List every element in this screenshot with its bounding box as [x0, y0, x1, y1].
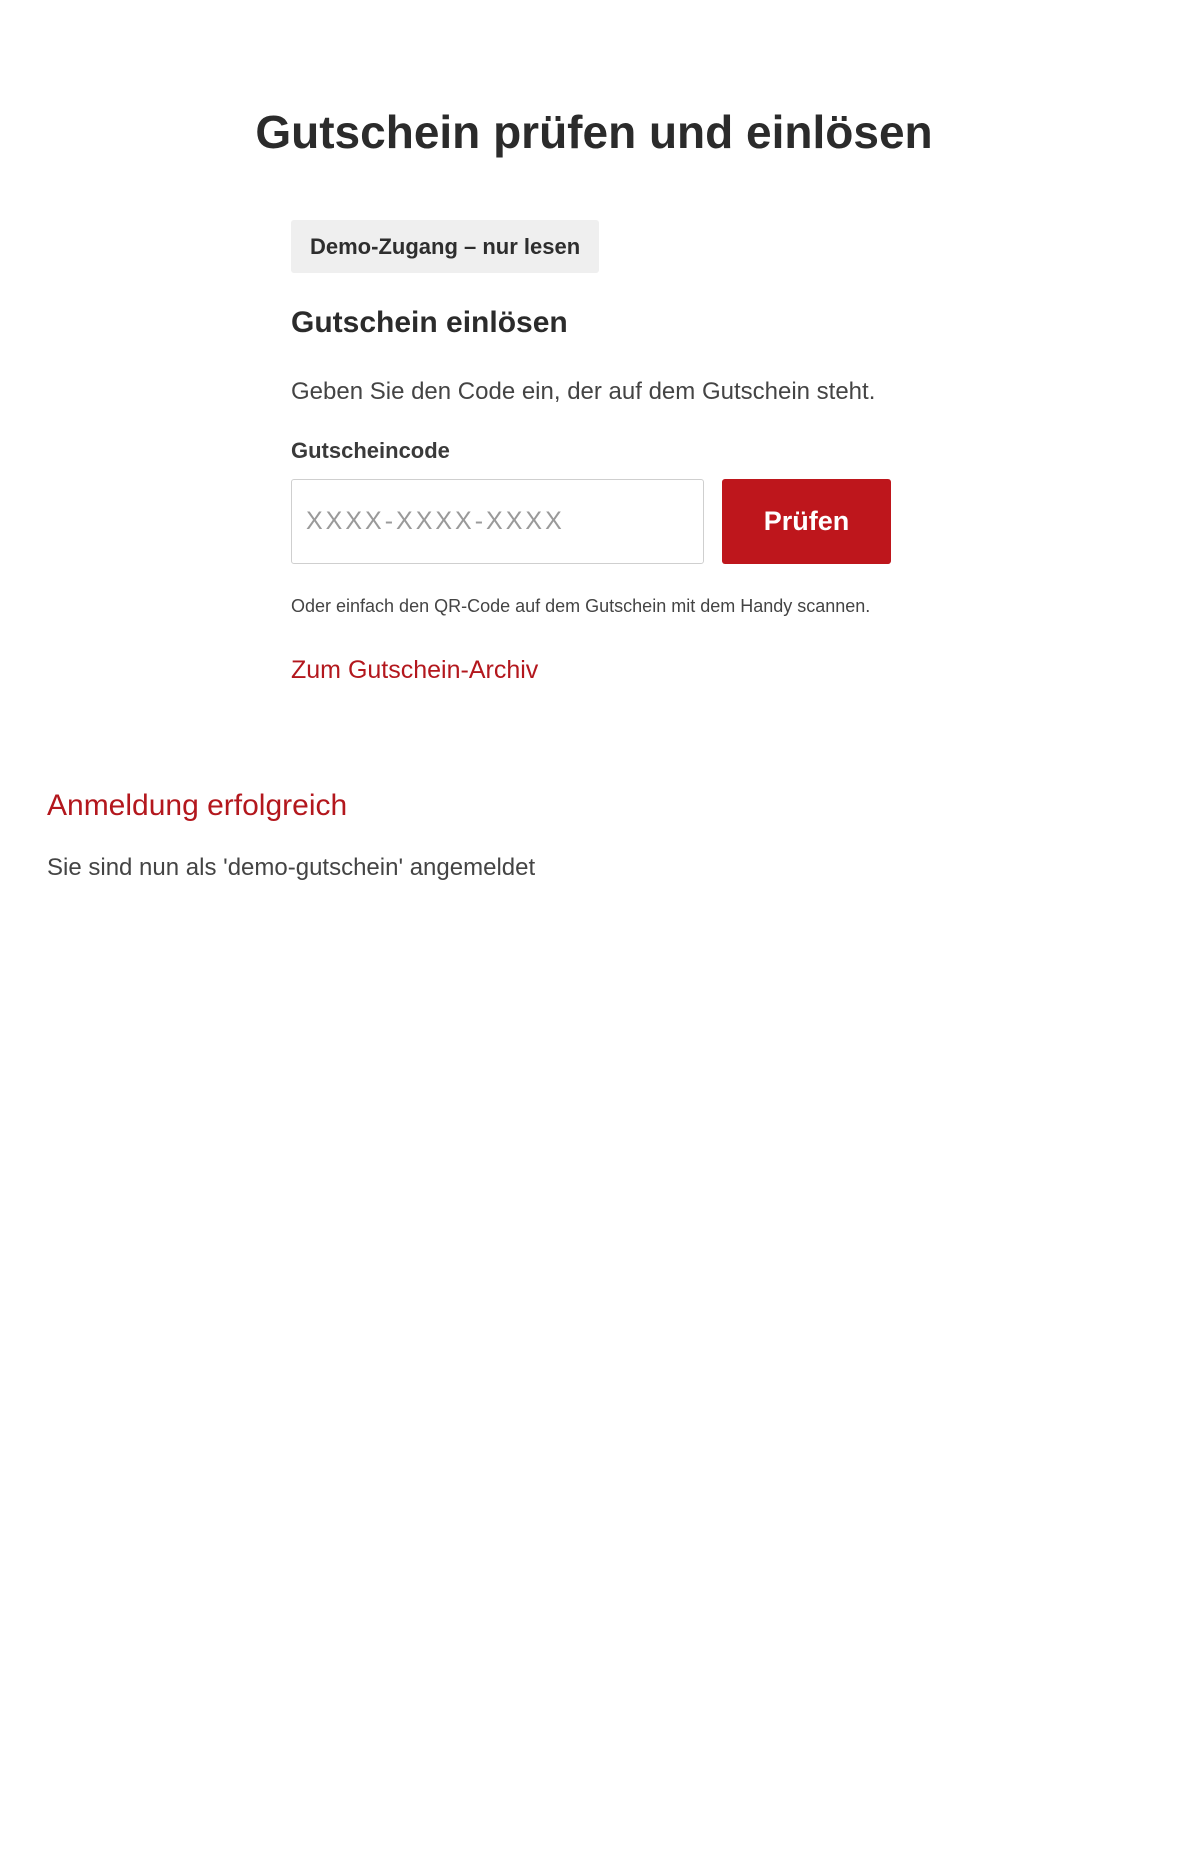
voucher-code-label: Gutscheincode [291, 438, 450, 463]
voucher-code-input[interactable] [291, 479, 704, 564]
section-title: Gutschein einlösen [291, 306, 568, 339]
page-title: Gutschein prüfen und einlösen [255, 106, 933, 158]
voucher-panel [291, 220, 891, 686]
flash-message: Sie sind nun als 'demo-gutschein' angemeldet [47, 854, 536, 881]
voucher-form [291, 436, 891, 564]
check-button[interactable]: Prüfen [722, 479, 891, 564]
demo-access-badge: Demo-Zugang – nur lesen [291, 220, 599, 273]
login-success-message [47, 787, 1147, 884]
flash-title: Anmeldung erfolgreich [47, 789, 348, 822]
instruction-text: Geben Sie den Code ein, der auf dem Gutschein steht. [291, 378, 876, 405]
voucher-archive-link[interactable]: Zum Gutschein-Archiv [291, 656, 539, 684]
qr-code-hint: Oder einfach den QR-Code auf dem Gutschein mit dem Handy scannen. [291, 596, 871, 616]
voucher-code-row [291, 479, 891, 564]
